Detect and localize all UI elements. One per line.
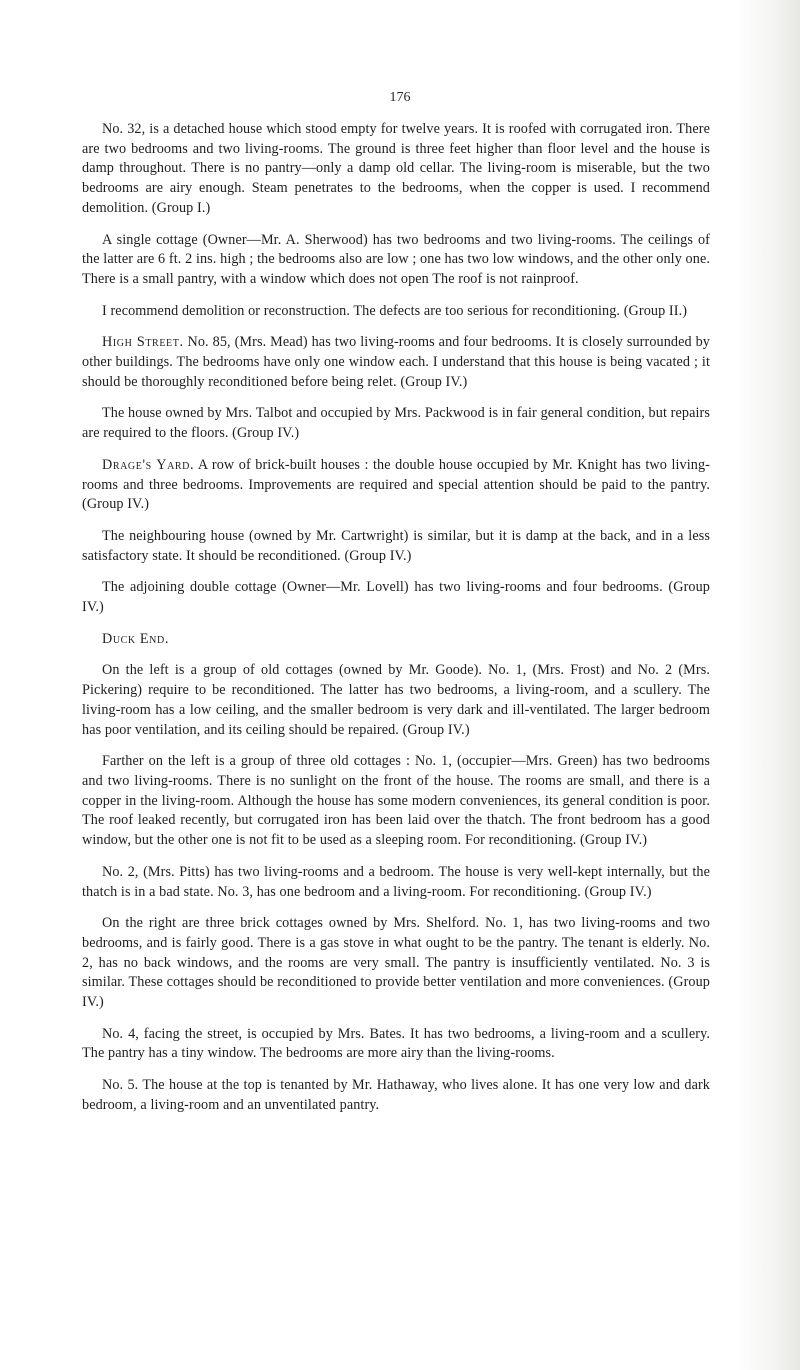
section-heading: Duck End. xyxy=(102,630,169,647)
paragraph: The adjoining double cottage (Owner—Mr. Lovell) has two living-rooms and four bedrooms. (Group IV.) xyxy=(82,579,710,616)
paragraph-text: A row of brick-built houses : the double house occupied by Mr. Knight has two living-rooms and three bedrooms. Improvements are required and special attention should be paid to the pantry. (Group IV.) xyxy=(82,456,710,513)
paragraph: No. 32, is a detached house which stood empty for twelve years. It is roofed with corrugated iron. There are two bedrooms and two living-rooms. The ground is three feet higher than floor level and the house is damp throughout. There is no pantry—only a damp old cellar. The living-room is miserable, but the two bedrooms are airy enough. Steam penetrates to the bedrooms, when the copper is used. I recommend demolition. (Group I.) xyxy=(82,121,710,216)
paragraph: On the right are three brick cottages owned by Mrs. Shelford. No. 1, has two living-rooms and two bedrooms, and is fairly good. There is a gas stove in what ought to be the pantry. The tenant is elderly. No. 2, has no back windows, and the rooms are very small. The pantry is insufficiently ventilated. No. 3 is similar. These cottages should be reconditioned to provide better ventilation and more conveniences. (Group IV.) xyxy=(82,915,710,1011)
page-number: 176 xyxy=(389,90,411,105)
section-lead: Drage's Yard. xyxy=(102,456,195,473)
document-body xyxy=(82,120,710,1128)
paragraph: No. 5. The house at the top is tenanted by Mr. Hathaway, who lives alone. It has one very low and dark bedroom, a living-room and an unventilated pantry. xyxy=(82,1077,710,1113)
paragraph: No. 2, (Mrs. Pitts) has two living-rooms and a bedroom. The house is very well-kept internally, but the thatch is in a bad state. No. 3, has one bedroom and a living-room. For reconditioning. (Group IV.) xyxy=(82,863,710,900)
paragraph-text: No. 85, (Mrs. Mead) has two living-rooms and four bedrooms. It is closely surrounded by other buildings. The bedrooms have only one window each. I understand that this house is being vacated ; it should be thoroughly reconditioned before being relet. (Group IV.) xyxy=(82,334,710,390)
paragraph xyxy=(82,456,710,515)
paragraph xyxy=(82,333,710,392)
section-lead: High Street. xyxy=(102,334,184,351)
paragraph: No. 4, facing the street, is occupied by Mrs. Bates. It has two bedrooms, a living-room and a scullery. The pantry has a tiny window. The bedrooms are more airy than the living-rooms. xyxy=(82,1025,710,1062)
paragraph: On the left is a group of old cottages (owned by Mr. Goode). No. 1, (Mrs. Frost) and No. 2 (Mrs. Pickering) require to be reconditioned. The latter has two bedrooms, a living-room, and a scullery. The living-room has a low ceiling, and the smaller bedroom is very dark and ill-ventilated. The larger bedroom has poor ventilation, and its ceiling should be repaired. (Group IV.) xyxy=(82,662,710,738)
paragraph: Farther on the left is a group of three old cottages : No. 1, (occupier—Mrs. Green) has two bedrooms and two living-rooms. There is no sunlight on the front of the house. The rooms are small, and there is a copper in the living-room. Although the house has some modern conveniences, its general condition is poor. The roof leaked recently, but corrugated iron has been laid over the thatch. The front bedroom has a good window, but the other one is not fit to be used as a sleeping room. For reconditioning. (Group IV.) xyxy=(82,753,710,849)
paragraph: The neighbouring house (owned by Mr. Cartwright) is similar, but it is damp at the back, and in a less satisfactory state. It should be reconditioned. (Group IV.) xyxy=(82,527,710,564)
paragraph: The house owned by Mrs. Talbot and occupied by Mrs. Packwood is in fair general condition, but repairs are required to the floors. (Group IV.) xyxy=(82,405,710,442)
paragraph: A single cottage (Owner—Mr. A. Sherwood) has two bedrooms and two living-rooms. The ceilings of the latter are 6 ft. 2 ins. high ; the bedrooms also are low ; one has two low windows, and the other only one. There is a small pantry, with a window which does not open The roof is not rainproof. xyxy=(82,231,710,287)
paragraph: I recommend demolition or reconstruction. The defects are too serious for reconditioning. (Group II.) xyxy=(102,302,688,319)
